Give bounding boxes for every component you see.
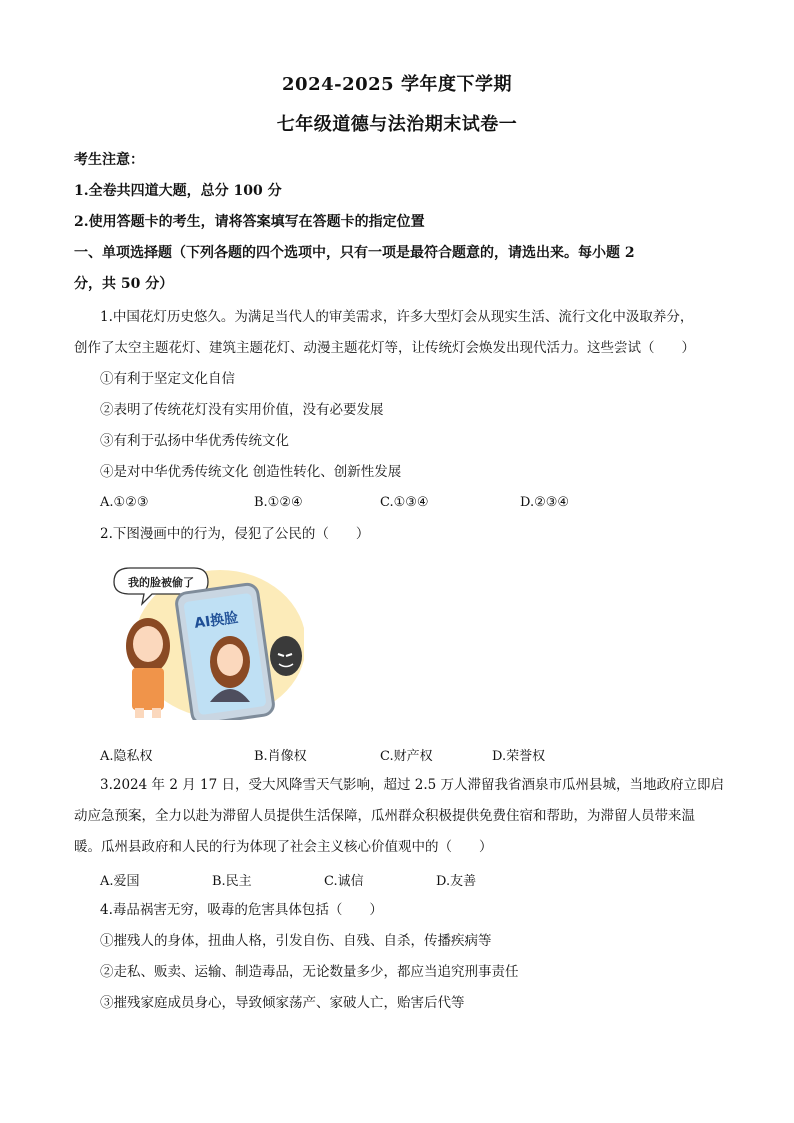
comic-phone-text: AI换脸 (193, 609, 240, 632)
q2-option-c: C.财产权 (380, 749, 433, 764)
exam-title-subject: 七年级道德与法治期末试卷一 (276, 114, 518, 135)
comic-bubble-text: 我的脸被偷了 (128, 576, 194, 589)
q1-stem: 1.中国花灯历史悠久。为满足当代人的审美需求，许多大型灯会从现实生活、流行文化中汲取养分， (100, 309, 694, 325)
notice-item-1: 1.全卷共四道大题，总分 100 分 (74, 183, 282, 199)
q2-stem: 2.下图漫画中的行为，侵犯了公民的（ ） (100, 526, 370, 542)
q1-statement-1: ①有利于坚定文化自信 (100, 371, 235, 387)
q3-stem: 3.2024 年 2 月 17 日，受大风降雪天气影响，超过 2.5 万人滞留我省酒泉市瓜州县城，当地政府立即启 (100, 777, 725, 793)
notice-label: 考生注意： (74, 152, 144, 168)
ai-face-swap-comic (108, 562, 304, 720)
section-heading-cont: 分，共 50 分） (74, 276, 174, 292)
q1-statement-3: ③有利于弘扬中华优秀传统文化 (100, 433, 289, 449)
q1-option-b: B.①②④ (254, 495, 303, 510)
q3-option-b: B.民主 (212, 874, 252, 889)
q3-stem-cont: 动应急预案，全力以赴为滞留人员提供生活保障，瓜州群众积极提供免费住宿和帮助，为滞留人员带来温 (74, 808, 695, 824)
q4-stem: 4.毒品祸害无穷，吸毒的危害具体包括（ ） (100, 902, 383, 918)
q1-statement-2: ②表明了传统花灯没有实用价值，没有必要发展 (100, 402, 384, 418)
q1-option-c: C.①③④ (380, 495, 429, 510)
q2-option-d: D.荣誉权 (492, 749, 546, 764)
q3-option-d: D.友善 (436, 874, 477, 889)
q1-stem-cont: 创作了太空主题花灯、建筑主题花灯、动漫主题花灯等，让传统灯会焕发出现代活力。这些尝试（ ） (74, 340, 695, 356)
exam-title-term: 2024-2025 学年度下学期 (282, 74, 512, 95)
q3-option-a: A.爱国 (100, 874, 140, 889)
q1-option-a: A.①②③ (100, 495, 149, 510)
q2-option-a: A.隐私权 (100, 749, 153, 764)
q3-stem-cont-2: 暖。瓜州县政府和人民的行为体现了社会主义核心价值观中的（ ） (74, 839, 493, 855)
q4-statement-3: ③摧残家庭成员身心，导致倾家荡产、家破人亡，贻害后代等 (100, 995, 465, 1011)
q4-statement-1: ①摧残人的身体，扭曲人格，引发自伤、自残、自杀，传播疾病等 (100, 933, 492, 949)
notice-item-2: 2.使用答题卡的考生，请将答案填写在答题卡的指定位置 (74, 214, 425, 230)
q2-option-b: B.肖像权 (254, 749, 307, 764)
q1-statement-4: ④是对中华优秀传统文化 创造性转化、创新性发展 (100, 464, 402, 480)
section-heading: 一、单项选择题（下列各题的四个选项中，只有一项是最符合题意的，请选出来。每小题 2 (74, 245, 635, 261)
q1-option-d: D.②③④ (520, 495, 570, 510)
q4-statement-2: ②走私、贩卖、运输、制造毒品，无论数量多少，都应当追究刑事责任 (100, 964, 519, 980)
q3-option-c: C.诚信 (324, 874, 364, 889)
